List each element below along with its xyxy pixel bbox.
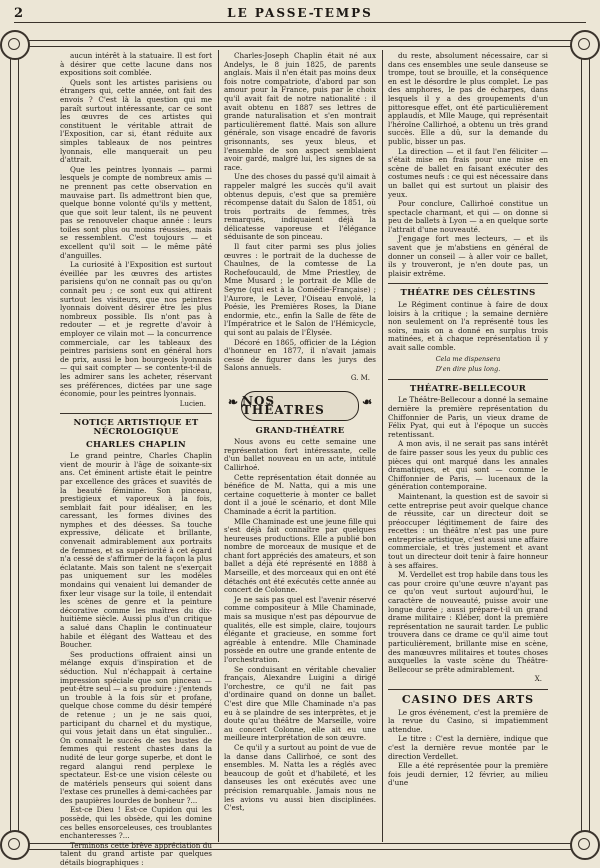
article-paragraph: Il faut citer parmi ses plus jolies œuvres : le portrait de la duchesse de Chaulnes, de la comtesse de La Rochefoucauld, de Mme Priestley, de Mme Musard ; le portrait de Mlle de Seyne (qui est à la Comédie-Française) ; l'Aurore, le Lever, l'Oiseau envolé, la Poésie, les Premières Roses, la Diane endormie, etc., enfin la Salle de fête de l'Impératrice et le Salon de l'Hémicycle, qui sont au palais de l'Élysée. — [224, 242, 376, 337]
article-paragraph: Une des choses du passé qu'il aimait à rappeler malgré les succès qu'il avait obtenus depuis, c'est que sa première récompense datait du Salon de 1851, où trois portraits de femmes, très remarqués, indiquaient déjà la délicatesse vaporeuse et l'élégance séduisante de son pinceau. — [224, 172, 376, 242]
article-paragraph: Ses productions offraient ainsi un mélange exquis d'inspiration et de séduction. Nul n'échappait à certaine impression spéciale que son pinceau — peut-être seul — a su produire : j'entends un trouble à la fois sûr et profane, quelque chose comme du désir tempéré de retenue ; un je ne sais quoi, participant du charnel et du mystique, qui vous jetait dans un état singulier... On connaît le succès de ses bustes de femmes qui restent chastes dans la nudité de leur gorge superbe, et dont le regard alangui rend perplexe le spectateur. Est-ce une vision céleste ou de matériels penseurs qui soient dans l'extase ces prunelles à demi-cachées par des paupières lourdes de bonheur ?... — [60, 649, 212, 805]
article-paragraph: Terminons cette brève appréciation du talent du grand artiste par quelques détails biographiques : — [60, 840, 212, 868]
article-paragraph: Je ne sais pas quel est l'avenir réservé comme compositeur à Mlle Chaminade, mais sa musique n'est pas dépourvue de qualités, elle est simple, claire, toujours élégante et gracieuse, en somme fort agréable à entendre. Mlle Chaminade possède en outre une grande entente de l'orchestration. — [224, 594, 376, 664]
corner-ornament-top-right — [570, 30, 600, 60]
article-paragraph: Le gros événement, c'est la première de la revue du Casino, si impatiemment attendue. — [388, 707, 548, 734]
article-paragraph: Que les peintres lyonnais — parmi lesquels je compte de nombreux amis — ne prennent pas cette observation en mauvaise part. Ils admettront bien que, quelque bonne volonté qu'ils y mettent, que que soit leur talent, ils ne peuvent pas se renouveler chaque année : leurs toiles sont plus ou moins réussies, mais se ressemblent. C'est toujours — et excellent qu'il soit — le même pâté d'anguilles. — [60, 164, 212, 260]
section-rule — [388, 379, 548, 380]
article-paragraph: Se conduisant en véritable chevalier français, Alexandre Luigini a dirigé l'orchestre, ce qu'il ne fait pas d'ordinaire quand on donne un ballet. C'est dire que Mlle Chaminade n'a pas eu à se plaindre de ses interprètes, et je doute qu'au théâtre de Marseille, voire au concert Colonne, elle ait eu une meilleure interprétation de son œuvre. — [224, 664, 376, 743]
article-paragraph: Est-ce Dieu ! Est-ce Cupidon qui les possède, qui les obsède, qui les domine ces belles ensorceleuses, ces troublantes enchanteresses ?... — [60, 805, 212, 841]
page-header — [14, 6, 586, 26]
running-title: LE PASSE-TEMPS — [227, 6, 373, 20]
theatres-banner: ❧ NOS THÉATRES ❧ — [241, 391, 359, 421]
article-paragraph: Ce qu'il y a surtout au point de vue de la danse dans Callirhoé, ce sont des ensembles. M. Natta les a réglés avec beaucoup de goût et d'habileté, et les danseuses les ont exécutés avec une précision remarquable. Jamais nous ne les avions vu aussi bien disciplinées. C'est, — [224, 742, 376, 813]
section-rule — [388, 689, 548, 690]
article-paragraph: Nous avons eu cette semaine une représentation fort intéressante, celle d'un ballet nouveau en un acte, intitulé Callirhoé. — [224, 437, 376, 472]
article-paragraph: Décoré en 1865, officier de la Légion d'honneur en 1877, il n'avait jamais cessé de figurer dans les jurys des Salons annuels. — [224, 337, 376, 373]
article-paragraph: J'engage fort mes lecteurs, — et ils savent que je m'abstiens en général de donner un conseil — à aller voir ce ballet, ils y trouveront, je n'en doute pas, un plaisir extrême. — [388, 234, 548, 278]
article-paragraph: Cette représentation était donnée au bénéfice de M. Natta, qui a mis une certaine coquetterie à monter ce ballet dont il a joué le scénario, et dont Mlle Chaminade a écrit la partition. — [224, 472, 376, 516]
article-paragraph: Le grand peintre, Charles Chaplin vient de mourir à l'âge de soixante-six ans. Cet éminent artiste était le peintre par excellence des grâces et suavités de la beauté féminine. Son pinceau, prestigieux et vaporeux à la fois, semblait fait pour idéaliser, en les caressant, les formes divines des nymphes et des déesses. Sa touche expressive, délicate et brillante, convenait admirablement aux portraits de femmes, et sa supériorité à cet égard n'a cessé de s'affirmer de la façon la plus éclatante. Mais son talent ne s'exerçait pas uniquement sur les modèles mondains qui venaient lui demander de fixer leur visage sur la toile, il entendait les scènes de genre et la peinture décorative comme les maîtres du dix-huitième siècle. Aussi plus d'un critique a salué dans Chaplin le continuateur habile et élégant des Watteau et des Boucher. — [60, 451, 212, 650]
article-paragraph: La direction — et il faut l'en féliciter — s'était mise en frais pour une mise en scène de ballet en faisant exécuter des costumes neufs : ce qui est nécessaire dans un ballet qui est surtout un plaisir des yeux. — [388, 146, 548, 199]
article-paragraph: Mlle Chaminade est une jeune fille qui s'est déjà fait connaître par quelques heureuses productions. Elle a publié bon nombre de morceaux de musique et de chant fort appréciés des amateurs, et son ballet a déjà été représenté en 1888 à Marseille, et des morceaux qui en ont été détachés ont été exécutés cette année au concert de Colonne. — [224, 516, 376, 595]
article-paragraph: aucun intérêt à la statuaire. Il est fort à désirer que cette lacune dans nos expositions soit comblée. — [60, 51, 212, 78]
column-divider — [218, 50, 219, 842]
signature: G. M. — [350, 373, 370, 382]
celestins-note: Cela me dispensera — [435, 354, 501, 363]
grand-theatre-heading: GRAND-THÉATRE — [255, 425, 345, 436]
article-paragraph: Le Régiment continue à faire de doux loisirs à la critique ; la semaine dernière non seulement on l'a représenté tous les soirs, mais on a donné en surplus trois matinées, et à chaque représentation il y avait salle comble. — [388, 300, 548, 352]
header-rule — [14, 22, 586, 23]
article-paragraph: M. Verdellet est trop habile dans tous les cas pour croire qu'une œuvre n'ayant pas ce qu'on veut surtout aujourd'hui, le caractère de nouveauté, puisse avoir une longue durée ; aussi prépare-t-il un grand drame militaire : Kléber, dont la première représentation ne saurait tarder. Le public trouvera dans ce drame ce qu'il aime tout particulièrement, brillante mise en scène, des manœuvres militaires et toutes choses auxquelles la vaste scène du Théâtre-Bellecour se prête admirablement. — [388, 570, 548, 674]
article-paragraph: Elle a été représentée pour la première fois jeudi dernier, 12 février, au milieu d'une — [388, 761, 548, 788]
article-paragraph: Le Théâtre-Bellecour a donné la semaine dernière la première représentation du Chiffonnier de Paris, un vieux drame de Félix Pyat, qui eut à l'époque un succès retentissant. — [388, 395, 548, 439]
column-divider — [382, 50, 383, 842]
casino-heading: CASINO DES ARTS — [401, 692, 535, 706]
article-paragraph: A mon avis, il ne serait pas sans intérêt de faire passer sous les yeux du public ces pièces qui ont marqué dans les annales dramatiques, et qui sont — comme le Chiffonnier de Paris, — lucenaux de la génération contemporaine. — [388, 439, 548, 492]
article-paragraph: Quels sont les artistes parisiens ou étrangers qui, cette année, ont fait des envois ? C'est là la question qui me paraît surtout intéressante, car ce sont les œuvres de ces artistes qui constituent le véritable attrait de l'Exposition, car si, étant réduite aux simples tableaux de nos peintres lyonnais, elle manquerait un peu d'attrait. — [60, 77, 212, 165]
article-paragraph: du reste, absolument nécessaire, car si dans ces ensembles une seule danseuse se trompe, tout se brouille, et la conséquence en est le désordre le plus complet. Le pas des amphores, le pas de écharpes, dans lesquels il y a des groupements d'un pittoresque effet, ont été particulièrement applaudis, et Mlle Mauge, qui représentait l'héroïne Callirhoé, a obtenu un très grand succès. Elle a dû, sur la demande du public, bisser un pas. — [388, 51, 548, 146]
celestins-heading: THÉATRE DES CÉLESTINS — [400, 288, 536, 299]
column-left — [60, 51, 212, 868]
corner-ornament-top-left — [0, 30, 30, 60]
bellecour-heading: THÉATRE-BELLECOUR — [409, 383, 527, 394]
column-right — [388, 52, 548, 840]
corner-ornament-bottom-right — [570, 830, 600, 860]
celestins-note: D'en dire plus long. — [435, 365, 501, 374]
column-middle — [224, 52, 376, 840]
article-paragraph: Maintenant, la question est de savoir si cette entreprise peut avoir quelque chance de réussite, car un directeur doit se préoccuper légitimement de faire des recettes : un théâtre n'est pas une pure entreprise artistique, c'est aussi une affaire commerciale, et très justement et avant tout un directeur doit tenir à faire honneur à ses affaires. — [388, 491, 548, 570]
notice-heading: NOTICE ARTISTIQUE ET NÉCROLOGIQUE — [73, 418, 199, 437]
signature: X. — [534, 675, 542, 684]
article-paragraph: Pour conclure, Callirhoé constitue un spectacle charmant, et qui — on donne si peu de ballets à Lyon — a en quelque sorte l'attrait d'une nouveauté. — [388, 199, 548, 234]
section-rule — [388, 283, 548, 284]
article-paragraph: Le titre : C'est la dernière, indique que c'est la dernière revue montée par le direction Verdellet. — [388, 734, 548, 761]
page-number: 2 — [14, 6, 24, 21]
article-paragraph: La curiosité à l'Exposition est surtout éveillée par les œuvres des artistes parisiens qu'on ne connaît pas ou qu'on connaît peu ; ce sont eux qui attirent surtout les visiteurs, que nos peintres lyonnais doivent désirer être les plus nombreux possible. Ils n'ont pas à redouter — et je regrette d'avoir à employer ce vilain mot — la concurrence commerciale, car les tableaux des peintres parisiens sont en général hors de prix, aussi le bon bourgeois lyonnais — qui sait compter — se contente-t-il de les admirer sans les acheter, réservant ses préférences, dictées par une sage économie, pour les peintres lyonnais. — [60, 260, 212, 399]
article-paragraph: Charles-Joseph Chaplin était né aux Andelys, le 8 juin 1825, de parents anglais. Mais il n'en était pas moins deux fois notre compatriote, d'abord par son amour pour la France, puis par le choix qu'il avait fait de notre nationalité : il avait obtenu en 1887 ses lettres de grande naturalisation et s'en montrait particulièrement flatté. Mais son allure générale, son visage encadré de favoris grisonnants, ses yeux bleus, et l'ensemble de son aspect semblaient avoir gardé, malgré lui, les signes de sa race. — [224, 51, 376, 172]
corner-ornament-bottom-left — [0, 830, 30, 860]
signature: Lucien. — [179, 399, 206, 408]
section-rule — [60, 413, 212, 414]
chaplin-heading: CHARLES CHAPLIN — [85, 439, 186, 450]
